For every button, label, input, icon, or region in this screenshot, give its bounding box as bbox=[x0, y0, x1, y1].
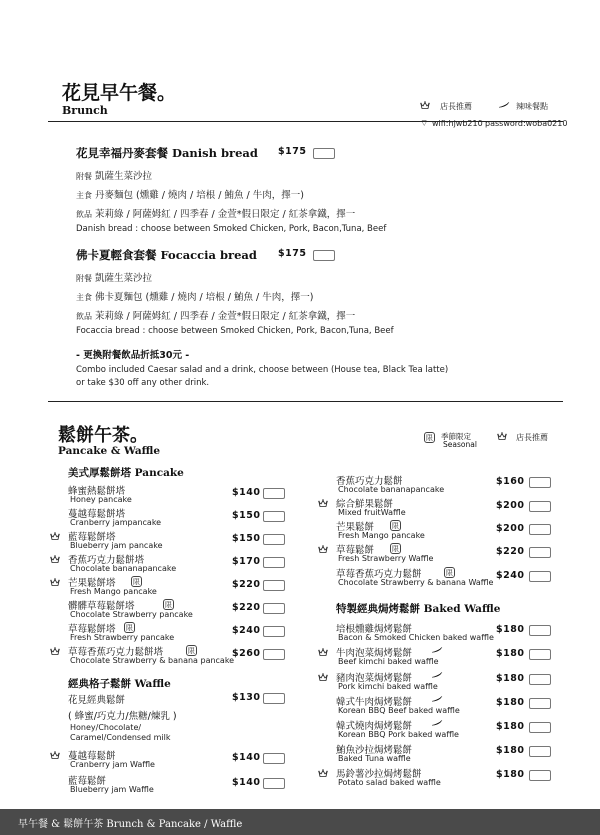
recommend-crown-icon bbox=[420, 101, 430, 110]
order-checkbox[interactable] bbox=[529, 477, 551, 488]
menu-item-en: Pork kimchi baked waffle bbox=[338, 682, 438, 691]
side-label: 附餐 bbox=[76, 274, 92, 283]
menu-item-price: $220 bbox=[232, 602, 261, 613]
waffle-divider bbox=[48, 401, 563, 402]
order-checkbox[interactable] bbox=[263, 693, 285, 704]
menu-item-price: $140 bbox=[232, 752, 261, 763]
menu-item-cn: 芒果鬆餅塔 bbox=[68, 578, 116, 589]
order-checkbox[interactable] bbox=[529, 746, 551, 757]
pancake-header: 美式厚鬆餅塔 Pancake bbox=[68, 467, 184, 479]
menu-item-en-options: Caramel/Condensed milk bbox=[70, 733, 171, 742]
spicy-pepper-icon bbox=[498, 102, 510, 108]
menu-item-en: Fresh Mango pancake bbox=[70, 587, 157, 596]
brunch-item-name: 花見幸福丹麥套餐 Danish bread bbox=[76, 146, 258, 160]
order-checkbox[interactable] bbox=[529, 674, 551, 685]
drink-value: 茉莉綠 / 阿薩姆紅 / 四季春 / 金萱*假日限定 / 紅茶拿鐵，擇一 bbox=[95, 209, 356, 220]
side-value: 凱薩生菜沙拉 bbox=[95, 171, 153, 182]
legend-recommend-label: 店長推薦 bbox=[440, 102, 472, 111]
order-checkbox[interactable] bbox=[263, 534, 285, 545]
spicy-pepper-icon bbox=[431, 696, 443, 702]
menu-item-en: Beef kimchi baked waffle bbox=[338, 657, 439, 666]
drink-label: 飲品 bbox=[76, 210, 92, 219]
seasonal-seal-icon: 限 bbox=[392, 545, 399, 553]
seasonal-seal-icon: 限 bbox=[126, 624, 133, 632]
main-label: 主食 bbox=[76, 191, 92, 200]
menu-item-en: Cranberry jampancake bbox=[70, 518, 162, 527]
menu-item-cn: 蔓越莓鬆餅 bbox=[68, 751, 116, 762]
menu-item-cn: 藍莓鬆餅塔 bbox=[68, 532, 116, 543]
order-checkbox[interactable] bbox=[529, 722, 551, 733]
menu-item-cn: 香蕉巧克力鬆餅塔 bbox=[68, 555, 145, 566]
brunch-item-price: $175 bbox=[278, 248, 307, 259]
main-value: 丹麥麵包 (燻雞 / 燒肉 / 培根 / 鮪魚 / 牛肉，擇一) bbox=[95, 190, 304, 201]
menu-item-cn: 草莓鬆餅塔 bbox=[68, 624, 116, 635]
recommend-crown-icon bbox=[50, 751, 60, 760]
menu-item-en: Bacon & Smoked Chicken baked waffle bbox=[338, 633, 494, 642]
menu-item-en: Honey/Chocolate/ bbox=[70, 723, 142, 732]
footer-bar bbox=[0, 809, 600, 835]
main-label: 主食 bbox=[76, 293, 92, 302]
classic-header: 經典格子鬆餅 Waffle bbox=[68, 678, 171, 690]
wifi-password: password:woba0210 bbox=[485, 119, 568, 128]
legend-seasonal-en: Seasonal bbox=[443, 440, 477, 449]
menu-item-price: $170 bbox=[232, 556, 261, 567]
menu-item-en: Fresh Mango pancake bbox=[338, 531, 425, 540]
menu-item-price: $130 bbox=[232, 692, 261, 703]
menu-item-price: $140 bbox=[232, 487, 261, 498]
order-checkbox[interactable] bbox=[263, 626, 285, 637]
recommend-crown-icon bbox=[50, 578, 60, 587]
menu-item-price: $220 bbox=[232, 579, 261, 590]
seasonal-seal-icon: 限 bbox=[165, 601, 172, 609]
brunch-item-english: Focaccia bread : choose between Smoked Chicken, Pork, Bacon,Tuna, Beef bbox=[76, 326, 394, 336]
menu-item-price: $240 bbox=[496, 570, 525, 581]
menu-item-price: $180 bbox=[496, 697, 525, 708]
menu-item-price: $180 bbox=[496, 745, 525, 756]
spicy-pepper-icon bbox=[431, 672, 443, 678]
order-checkbox[interactable] bbox=[263, 557, 285, 568]
menu-item-price: $180 bbox=[496, 624, 525, 635]
seasonal-seal-icon: 限 bbox=[133, 578, 140, 586]
order-checkbox[interactable] bbox=[529, 625, 551, 636]
order-checkbox[interactable] bbox=[263, 580, 285, 591]
menu-item-price: $150 bbox=[232, 510, 261, 521]
menu-item-cn: 草莓鬆餅 bbox=[336, 545, 375, 556]
side-value: 凱薩生菜沙拉 bbox=[95, 273, 153, 284]
order-checkbox[interactable] bbox=[313, 250, 335, 261]
recommend-crown-icon bbox=[50, 647, 60, 656]
menu-item-cn: 豬肉泡菜焗烤鬆餅 bbox=[336, 673, 413, 684]
main-value: 佛卡夏麵包 (燻雞 / 燒肉 / 培根 / 鮪魚 / 牛肉，擇一) bbox=[95, 292, 314, 303]
menu-item-price: $240 bbox=[232, 625, 261, 636]
menu-item-cn: 髒髒草莓鬆餅塔 bbox=[68, 601, 135, 612]
brunch-item-english: Danish bread : choose between Smoked Chicken, Pork, Bacon,Tuna, Beef bbox=[76, 224, 387, 234]
waffle-title: 鬆餅午茶。 bbox=[58, 425, 148, 446]
menu-item-price: $260 bbox=[232, 648, 261, 659]
order-checkbox[interactable] bbox=[529, 524, 551, 535]
brunch-subtitle: Brunch bbox=[62, 104, 108, 117]
menu-item-en: Chocolate Strawberry & banana Waffle bbox=[338, 578, 494, 587]
menu-item-cn: 草莓香蕉巧克力鬆餅 bbox=[336, 569, 422, 580]
menu-item-cn-options: ( 蜂蜜/巧克力/焦糖/煉乳 ) bbox=[68, 711, 177, 722]
menu-item-en: Potato salad baked waffle bbox=[338, 778, 441, 787]
menu-item-price: $180 bbox=[496, 721, 525, 732]
menu-item-cn: 鮪魚沙拉焗烤鬆餅 bbox=[336, 745, 413, 756]
seasonal-seal-icon: 限 bbox=[188, 647, 195, 655]
menu-item-cn: 蜂蜜熱鬆餅塔 bbox=[68, 486, 126, 497]
menu-item-en: Chocolate Strawberry & banana pancake bbox=[70, 656, 235, 665]
brunch-item-name: 佛卡夏輕食套餐 Focaccia bread bbox=[76, 248, 257, 262]
menu-item-en: Cranberry jam Waffle bbox=[70, 760, 155, 769]
menu-item-en: Korean BBQ Pork baked waffle bbox=[338, 730, 459, 739]
order-checkbox[interactable] bbox=[263, 603, 285, 614]
footer-text: 早午餐 & 鬆餅午茶 Brunch & Pancake / Waffle bbox=[18, 819, 243, 830]
order-checkbox[interactable] bbox=[529, 501, 551, 512]
seasonal-seal-icon: 限 bbox=[392, 522, 399, 530]
legend-spicy-label: 辣味餐點 bbox=[516, 102, 548, 111]
menu-item-price: $180 bbox=[496, 648, 525, 659]
menu-item-en: Chocolate bananapancake bbox=[338, 485, 445, 494]
recommend-crown-icon bbox=[497, 432, 507, 441]
combo-note-line2: or take $30 off any other drink. bbox=[76, 378, 210, 388]
order-checkbox[interactable] bbox=[263, 778, 285, 789]
seasonal-seal-icon: 限 bbox=[426, 434, 433, 442]
menu-item-price: $200 bbox=[496, 523, 525, 534]
menu-item-en: Mixed fruitWaffle bbox=[338, 508, 406, 517]
menu-item-cn: 綜合鮮果鬆餅 bbox=[336, 499, 394, 510]
menu-item-cn: 芒果鬆餅 bbox=[336, 522, 375, 533]
recommend-crown-icon bbox=[50, 555, 60, 564]
order-checkbox[interactable] bbox=[529, 770, 551, 781]
menu-item-en: Fresh Strawberry Waffle bbox=[338, 554, 434, 563]
combo-note-line1: Combo included Caesar salad and a drink, choose between (House tea, Black Tea latte) bbox=[76, 365, 449, 375]
upgrade-note: - 更換附餐飲品折抵30元 - bbox=[76, 350, 190, 361]
menu-item-cn: 藍莓鬆餅 bbox=[68, 776, 107, 787]
menu-item-en: Fresh Strawberry pancake bbox=[70, 633, 175, 642]
menu-item-price: $180 bbox=[496, 673, 525, 684]
order-checkbox[interactable] bbox=[529, 547, 551, 558]
recommend-crown-icon bbox=[318, 648, 328, 657]
menu-item-price: $140 bbox=[232, 777, 261, 788]
wifi-icon: ⌔ bbox=[420, 119, 429, 129]
menu-item-price: $180 bbox=[496, 769, 525, 780]
menu-item-en: Blueberry jam pancake bbox=[70, 541, 163, 550]
baked-header: 特製經典焗烤鬆餅 Baked Waffle bbox=[336, 603, 501, 615]
drink-label: 飲品 bbox=[76, 312, 92, 321]
recommend-crown-icon bbox=[318, 769, 328, 778]
brunch-item-price: $175 bbox=[278, 146, 307, 157]
order-checkbox[interactable] bbox=[313, 148, 335, 159]
side-label: 附餐 bbox=[76, 172, 92, 181]
waffle-subtitle: Pancake & Waffle bbox=[58, 445, 161, 457]
menu-item-cn: 蔓越莓鬆餅塔 bbox=[68, 509, 126, 520]
order-checkbox[interactable] bbox=[529, 571, 551, 582]
menu-item-cn: 花見經典鬆餅 bbox=[68, 695, 126, 706]
seasonal-seal-icon: 限 bbox=[446, 569, 453, 577]
menu-item-en: Blueberry jam Waffle bbox=[70, 785, 154, 794]
menu-item-price: $160 bbox=[496, 476, 525, 487]
legend-seasonal-cn: 季節限定 bbox=[441, 432, 471, 441]
menu-item-cn: 培根燻雞焗烤鬆餅 bbox=[336, 624, 413, 635]
order-checkbox[interactable] bbox=[263, 511, 285, 522]
menu-item-cn: 牛肉泡菜焗烤鬆餅 bbox=[336, 648, 413, 659]
menu-item-cn: 草莓香蕉巧克力鬆餅塔 bbox=[68, 647, 164, 658]
order-checkbox[interactable] bbox=[529, 698, 551, 709]
menu-item-price: $200 bbox=[496, 500, 525, 511]
menu-item-price: $150 bbox=[232, 533, 261, 544]
spicy-pepper-icon bbox=[431, 647, 443, 653]
menu-item-en: Honey pancake bbox=[70, 495, 132, 504]
recommend-crown-icon bbox=[318, 499, 328, 508]
order-checkbox[interactable] bbox=[529, 649, 551, 660]
menu-item-en: Korean BBQ Beef baked waffle bbox=[338, 706, 460, 715]
menu-item-cn: 馬鈴薯沙拉焗烤鬆餅 bbox=[336, 769, 422, 780]
order-checkbox[interactable] bbox=[263, 488, 285, 499]
wifi-name: wifi:hjwb210 bbox=[432, 119, 483, 128]
menu-item-cn: 韓式牛肉焗烤鬆餅 bbox=[336, 697, 413, 708]
order-checkbox[interactable] bbox=[263, 649, 285, 660]
recommend-crown-icon bbox=[50, 532, 60, 541]
legend-recommend-label: 店長推薦 bbox=[516, 433, 548, 442]
menu-item-price: $220 bbox=[496, 546, 525, 557]
order-checkbox[interactable] bbox=[263, 753, 285, 764]
recommend-crown-icon bbox=[318, 545, 328, 554]
spicy-pepper-icon bbox=[431, 720, 443, 726]
recommend-crown-icon bbox=[318, 673, 328, 682]
menu-item-cn: 香蕉巧克力鬆餅 bbox=[336, 476, 403, 487]
menu-item-en: Baked Tuna waffle bbox=[338, 754, 411, 763]
brunch-title: 花見早午餐。 bbox=[62, 82, 177, 104]
menu-item-en: Chocolate bananapancake bbox=[70, 564, 177, 573]
menu-item-en: Chocolate Strawberry pancake bbox=[70, 610, 193, 619]
drink-value: 茉莉綠 / 阿薩姆紅 / 四季春 / 金萱*假日限定 / 紅茶拿鐵，擇一 bbox=[95, 311, 356, 322]
menu-item-cn: 韓式燒肉焗烤鬆餅 bbox=[336, 721, 413, 732]
